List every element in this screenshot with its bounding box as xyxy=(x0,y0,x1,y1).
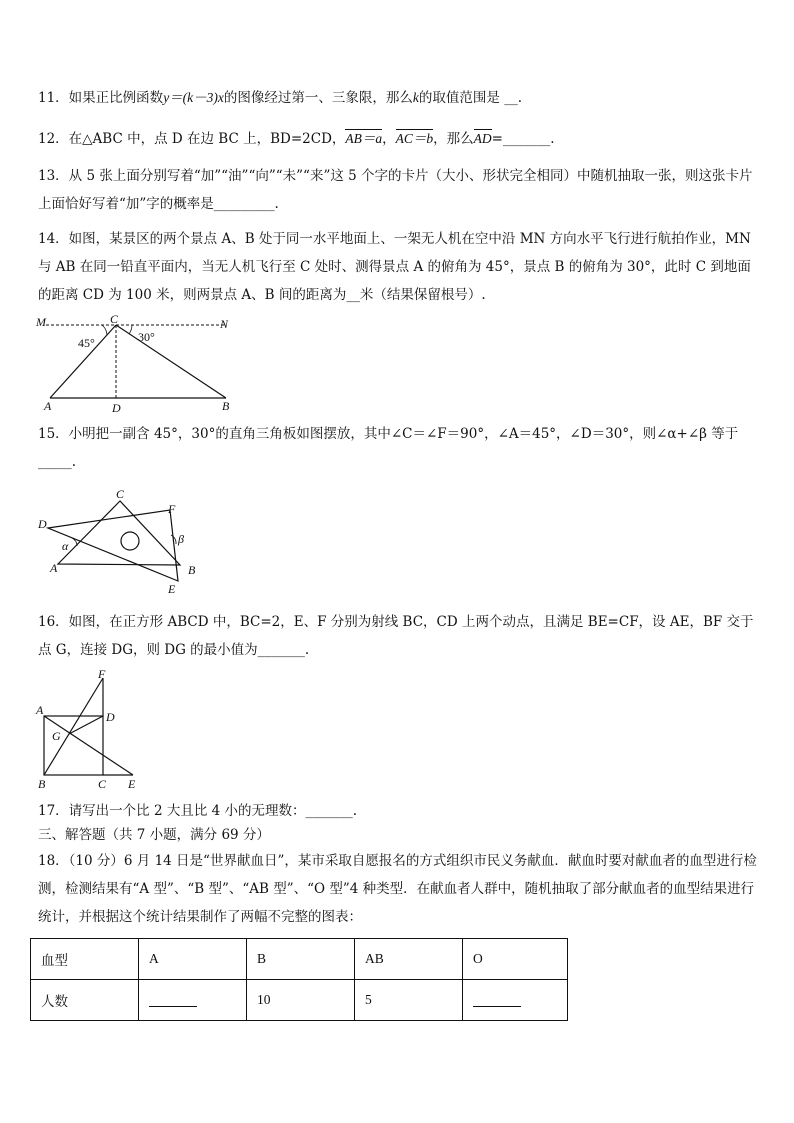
q14-label-m: M xyxy=(36,315,46,329)
table-cell: 人数 xyxy=(31,980,139,1021)
q14-label-c: C xyxy=(110,314,119,326)
q12-text-c: =_______. xyxy=(491,131,555,147)
q14-line-cb xyxy=(116,325,226,398)
q14-label-b: B xyxy=(222,399,230,413)
question-18: 18．（10 分）6 月 14 日是“世界献血日”，某市采取自愿报名的方式组织市民义务献血．献血时要对献血者的血型进行检测，检测结果有“A 型”、“B 型”、“AB 型”、“O 型”4 种类型．在献血者人群中，随机抽取了部分献血者的血型结果进行统计，并根据这个统计结果制作了两幅不完整的图表： xyxy=(38,853,757,925)
q14-angle-45: 45° xyxy=(78,336,95,350)
q11-middle: 的图像经过第一、三象限，那么 xyxy=(223,90,413,106)
answer-blank xyxy=(149,992,197,1007)
table-cell: 10 xyxy=(247,980,355,1021)
q14-angle-30: 30° xyxy=(138,330,155,344)
table-cell: B xyxy=(247,939,355,980)
q14-figure xyxy=(34,314,244,416)
q15-label-beta: β xyxy=(178,532,184,546)
q16-label-f: F xyxy=(98,668,106,681)
question-14: 14．如图，某景区的两个景点 A、B 处于同一水平地面上、一架无人机在空中沿 MN 方向水平飞行进行航拍作业，MN 与 AB 在同一铅直平面内，当无人机飞行至 C 处时、测得景点 A 的俯角为 45°，景点 B 的俯角为 30°，此时 C 到地面的距离 CD 为 100 米，则两景点 A、B 间的距离为__米（结果保留根号）. xyxy=(38,231,751,303)
table-cell: 5 xyxy=(355,980,463,1021)
q12-vector-ab: AB＝a xyxy=(345,131,383,146)
q15-label-a: A xyxy=(50,561,58,575)
table-cell-blank-o xyxy=(463,980,568,1021)
q11-suffix: 的取值范围是 __. xyxy=(418,90,522,106)
q14-arc-right xyxy=(129,325,132,334)
q12-text-a: 12．在△ABC 中，点 D 在边 BC 上，BD=2CD， xyxy=(38,131,346,147)
q16-figure xyxy=(34,668,144,794)
table-row-counts xyxy=(31,980,568,1021)
q14-label-d: D xyxy=(112,401,121,415)
q16-label-e: E xyxy=(128,777,136,791)
q16-line-ae xyxy=(44,716,133,775)
table-cell: O xyxy=(463,939,568,980)
q11-formula: y＝(k－3)x xyxy=(163,90,224,105)
section-3-heading: 三、解答题（共 7 小题，满分 69 分） xyxy=(38,827,270,843)
q16-label-g: G xyxy=(52,729,61,743)
q16-label-b: B xyxy=(38,777,46,791)
q11-prefix: 11．如果正比例函数 xyxy=(38,90,164,106)
q11-var: k xyxy=(412,90,419,105)
table-cell: 血型 xyxy=(31,939,139,980)
q14-arc-left xyxy=(102,325,107,335)
q15-label-e: E xyxy=(168,582,176,596)
q14-label-a: A xyxy=(44,399,52,413)
q15-hole xyxy=(121,532,139,550)
question-17: 17．请写出一个比 2 大且比 4 小的无理数：_______. xyxy=(38,803,358,819)
q16-square xyxy=(44,716,103,775)
q15-label-f: F xyxy=(168,502,176,516)
table-cell: A xyxy=(139,939,247,980)
q16-label-a: A xyxy=(36,703,44,717)
q15-label-d: D xyxy=(38,517,47,531)
q15-triangle-45 xyxy=(58,501,180,565)
question-15: 15．小明把一副含 45°，30°的直角三角板如图摆放，其中∠C＝∠F＝90°，∠A＝45°，∠D＝30°，则∠α+∠β 等于_____. xyxy=(38,426,739,470)
q14-label-n: N xyxy=(220,317,229,331)
q15-label-b: B xyxy=(188,563,196,577)
blood-type-table xyxy=(30,938,568,1021)
question-11 xyxy=(38,89,522,107)
q12-vector-ad: AD xyxy=(473,131,492,146)
table-cell-blank-a xyxy=(139,980,247,1021)
question-13: 13．从 5 张上面分别写着“加”“油”“向”“未”“来”这 5 个字的卡片（大小、形状完全相同）中随机抽取一张，则这张卡片上面恰好写着“加”字的概率是_________. xyxy=(38,168,753,212)
q15-label-alpha: α xyxy=(62,539,69,553)
q12-vector-ac: AC＝b xyxy=(395,131,434,146)
question-16: 16．如图，在正方形 ABCD 中，BC=2，E、F 分别为射线 BC，CD 上两个动点，且满足 BE=CF，设 AE，BF 交于点 G，连接 DG，则 DG 的最小值为_______. xyxy=(38,614,754,658)
q16-label-c: C xyxy=(98,777,107,791)
table-row-header xyxy=(31,939,568,980)
q16-line-bf xyxy=(44,678,103,775)
q15-figure xyxy=(34,486,204,596)
question-12: 12．在△ABC 中，点 D 在边 BC 上，BD=2CD，AB＝a，AC＝b，那么AD=_______. xyxy=(38,131,555,147)
table-cell: AB xyxy=(355,939,463,980)
answer-blank xyxy=(473,992,521,1007)
q15-label-c: C xyxy=(116,487,125,501)
q16-label-d: D xyxy=(106,710,115,724)
q12-text-b: ，那么 xyxy=(433,131,474,147)
